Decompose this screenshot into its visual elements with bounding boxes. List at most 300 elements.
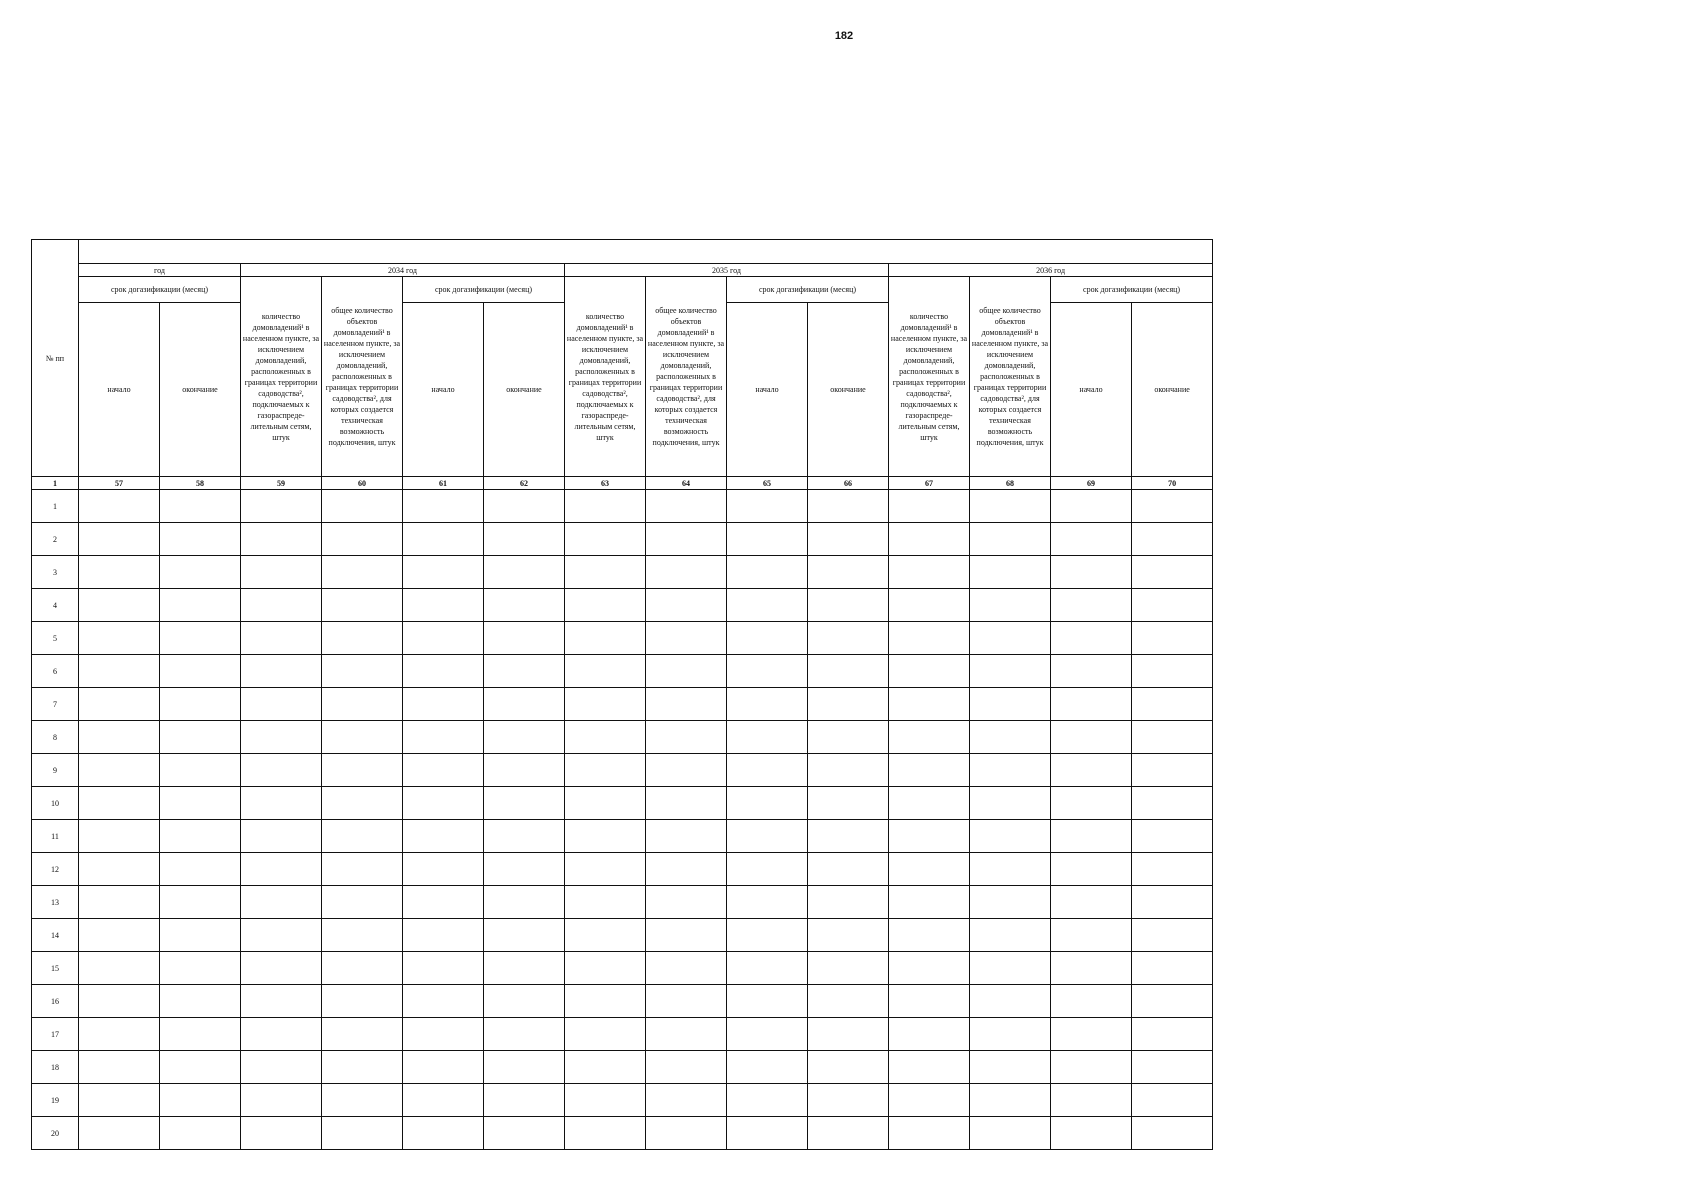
row-number: 6 <box>32 655 79 688</box>
column-number: 62 <box>484 477 565 490</box>
data-cell <box>403 1051 484 1084</box>
data-cell <box>484 886 565 919</box>
dates-group-header: срок догазификации (месяц) <box>727 277 889 303</box>
data-cell <box>808 1117 889 1150</box>
data-cell <box>79 622 160 655</box>
data-cell <box>241 1051 322 1084</box>
data-cell <box>1132 952 1213 985</box>
data-cell <box>322 1051 403 1084</box>
table-top-blank <box>79 240 1213 264</box>
data-cell <box>322 1117 403 1150</box>
data-cell <box>646 523 727 556</box>
data-cell <box>970 523 1051 556</box>
data-cell <box>1051 589 1132 622</box>
data-cell <box>241 1117 322 1150</box>
data-cell <box>565 721 646 754</box>
data-cell <box>808 886 889 919</box>
data-cell <box>403 952 484 985</box>
data-cell <box>727 622 808 655</box>
data-cell <box>241 688 322 721</box>
data-cell <box>403 655 484 688</box>
data-cell <box>241 490 322 523</box>
data-cell <box>565 886 646 919</box>
row-number: 4 <box>32 589 79 622</box>
data-cell <box>889 1018 970 1051</box>
data-cell <box>241 622 322 655</box>
data-cell <box>565 1084 646 1117</box>
data-cell <box>970 490 1051 523</box>
data-cell <box>646 919 727 952</box>
data-cell <box>403 853 484 886</box>
table-row <box>32 919 1213 952</box>
data-cell <box>403 754 484 787</box>
data-cell <box>889 985 970 1018</box>
data-cell <box>241 589 322 622</box>
data-cell <box>646 787 727 820</box>
data-cell <box>322 952 403 985</box>
data-cell <box>889 820 970 853</box>
data-cell <box>1132 655 1213 688</box>
data-cell <box>727 754 808 787</box>
data-cell <box>322 589 403 622</box>
row-number: 12 <box>32 853 79 886</box>
data-cell <box>241 820 322 853</box>
data-cell <box>808 985 889 1018</box>
data-cell <box>970 820 1051 853</box>
data-cell <box>322 754 403 787</box>
data-cell <box>1132 622 1213 655</box>
data-cell <box>646 721 727 754</box>
end-header: окончание <box>160 303 241 477</box>
data-cell <box>241 853 322 886</box>
data-cell <box>79 1018 160 1051</box>
data-cell <box>160 1084 241 1117</box>
data-cell <box>241 985 322 1018</box>
page-number: 182 <box>834 30 854 42</box>
data-cell <box>1132 721 1213 754</box>
data-cell <box>1132 1018 1213 1051</box>
data-cell <box>1132 523 1213 556</box>
data-cell <box>403 985 484 1018</box>
data-cell <box>727 985 808 1018</box>
data-cell <box>727 787 808 820</box>
data-cell <box>160 952 241 985</box>
data-cell <box>79 523 160 556</box>
data-cell <box>808 688 889 721</box>
data-cell <box>1051 721 1132 754</box>
data-cell <box>79 853 160 886</box>
data-cell <box>1132 787 1213 820</box>
row-number: 20 <box>32 1117 79 1150</box>
start-header: начало <box>79 303 160 477</box>
data-cell <box>1132 1117 1213 1150</box>
gasification-table <box>31 239 1213 1150</box>
table-row <box>32 952 1213 985</box>
table-row <box>32 1018 1213 1051</box>
data-cell <box>808 1018 889 1051</box>
objects-header: общее количество объектов домовладений¹ в населенном пункте, за исключением домовладений, расположенных в границах территории садоводства², для которых создается техническая возможность подключения, штук <box>322 277 403 477</box>
data-cell <box>1132 1084 1213 1117</box>
data-cell <box>727 490 808 523</box>
row-number: 16 <box>32 985 79 1018</box>
data-cell <box>79 1117 160 1150</box>
data-cell <box>160 556 241 589</box>
data-cell <box>727 886 808 919</box>
data-cell <box>889 754 970 787</box>
start-header: начало <box>727 303 808 477</box>
data-cell <box>889 787 970 820</box>
data-cell <box>565 589 646 622</box>
data-cell <box>160 754 241 787</box>
data-cell <box>889 886 970 919</box>
data-cell <box>889 1084 970 1117</box>
data-cell <box>970 655 1051 688</box>
data-cell <box>727 952 808 985</box>
table-row <box>32 721 1213 754</box>
data-cell <box>79 688 160 721</box>
data-cell <box>403 919 484 952</box>
data-cell <box>970 886 1051 919</box>
data-cell <box>727 1051 808 1084</box>
data-cell <box>241 523 322 556</box>
data-cell <box>160 985 241 1018</box>
data-cell <box>1051 556 1132 589</box>
data-cell <box>646 754 727 787</box>
data-cell <box>241 1084 322 1117</box>
row-number-header: № пп <box>32 240 79 477</box>
table-row <box>32 787 1213 820</box>
data-cell <box>241 886 322 919</box>
data-cell <box>727 589 808 622</box>
data-cell <box>160 655 241 688</box>
data-cell <box>484 1018 565 1051</box>
data-cell <box>727 523 808 556</box>
data-cell <box>889 919 970 952</box>
data-cell <box>160 688 241 721</box>
dates-group-header: срок догазификации (месяц) <box>1051 277 1213 303</box>
data-cell <box>484 655 565 688</box>
row-number: 7 <box>32 688 79 721</box>
data-cell <box>565 952 646 985</box>
data-cell <box>484 556 565 589</box>
data-cell <box>241 556 322 589</box>
data-cell <box>160 853 241 886</box>
data-cell <box>241 919 322 952</box>
data-cell <box>565 655 646 688</box>
data-cell <box>646 490 727 523</box>
data-cell <box>160 919 241 952</box>
data-cell <box>970 787 1051 820</box>
data-cell <box>484 754 565 787</box>
column-number: 70 <box>1132 477 1213 490</box>
data-cell <box>322 919 403 952</box>
data-cell <box>1051 688 1132 721</box>
data-cell <box>484 1084 565 1117</box>
table-row <box>32 886 1213 919</box>
data-cell <box>565 853 646 886</box>
table-row <box>32 820 1213 853</box>
data-cell <box>403 1117 484 1150</box>
data-cell <box>889 490 970 523</box>
data-cell <box>484 985 565 1018</box>
data-cell <box>322 688 403 721</box>
data-cell <box>79 589 160 622</box>
data-cell <box>79 655 160 688</box>
data-cell <box>808 523 889 556</box>
data-cell <box>403 787 484 820</box>
data-cell <box>1051 820 1132 853</box>
data-cell <box>646 952 727 985</box>
data-cell <box>1051 985 1132 1018</box>
row-number: 17 <box>32 1018 79 1051</box>
data-cell <box>808 1051 889 1084</box>
data-cell <box>808 556 889 589</box>
table-row <box>32 985 1213 1018</box>
data-cell <box>322 853 403 886</box>
data-cell <box>403 523 484 556</box>
data-cell <box>241 721 322 754</box>
data-cell <box>79 919 160 952</box>
data-cell <box>565 820 646 853</box>
data-cell <box>1051 622 1132 655</box>
data-cell <box>1132 919 1213 952</box>
households-header: количество домовладений¹ в населенном пункте, за исключением домовладений, расположенных в границах территории садоводства², подключаемых к газораспреде-лительным сетям, штук <box>241 277 322 477</box>
data-cell <box>1051 952 1132 985</box>
data-cell <box>79 556 160 589</box>
data-cell <box>484 622 565 655</box>
table-row <box>32 1084 1213 1117</box>
column-number: 65 <box>727 477 808 490</box>
data-cell <box>160 787 241 820</box>
data-cell <box>241 952 322 985</box>
data-cell <box>79 1084 160 1117</box>
table-row <box>32 853 1213 886</box>
data-cell <box>808 919 889 952</box>
data-cell <box>322 985 403 1018</box>
end-header: окончание <box>1132 303 1213 477</box>
data-cell <box>646 1018 727 1051</box>
table-row <box>32 589 1213 622</box>
data-cell <box>808 622 889 655</box>
data-cell <box>889 589 970 622</box>
data-cell <box>889 721 970 754</box>
data-cell <box>484 919 565 952</box>
data-cell <box>646 1051 727 1084</box>
data-cell <box>160 1018 241 1051</box>
data-cell <box>322 820 403 853</box>
data-cell <box>970 556 1051 589</box>
data-cell <box>970 754 1051 787</box>
data-cell <box>322 655 403 688</box>
data-cell <box>322 523 403 556</box>
data-cell <box>970 1051 1051 1084</box>
data-cell <box>322 490 403 523</box>
column-number: 61 <box>403 477 484 490</box>
data-cell <box>160 1051 241 1084</box>
data-cell <box>1132 985 1213 1018</box>
data-cell <box>970 919 1051 952</box>
data-cell <box>79 952 160 985</box>
data-cell <box>646 1084 727 1117</box>
table-row <box>32 523 1213 556</box>
column-number: 64 <box>646 477 727 490</box>
data-cell <box>1132 1051 1213 1084</box>
data-cell <box>727 1117 808 1150</box>
row-number: 9 <box>32 754 79 787</box>
data-cell <box>322 622 403 655</box>
row-number: 14 <box>32 919 79 952</box>
data-cell <box>322 886 403 919</box>
objects-header: общее количество объектов домовладений¹ в населенном пункте, за исключением домовладений, расположенных в границах территории садоводства², для которых создается техническая возможность подключения, штук <box>646 277 727 477</box>
data-cell <box>565 556 646 589</box>
column-number: 69 <box>1051 477 1132 490</box>
data-cell <box>727 820 808 853</box>
data-cell <box>484 721 565 754</box>
column-number: 59 <box>241 477 322 490</box>
column-number: 1 <box>32 477 79 490</box>
data-cell <box>808 820 889 853</box>
end-header: окончание <box>808 303 889 477</box>
data-cell <box>565 490 646 523</box>
data-cell <box>160 820 241 853</box>
data-cell <box>403 490 484 523</box>
data-cell <box>322 1018 403 1051</box>
households-header: количество домовладений¹ в населенном пункте, за исключением домовладений, расположенных в границах территории садоводства², подключаемых к газораспреде-лительным сетям, штук <box>889 277 970 477</box>
data-cell <box>1132 886 1213 919</box>
data-cell <box>970 688 1051 721</box>
year-header-2034: 2034 год <box>241 264 565 277</box>
data-cell <box>1132 853 1213 886</box>
data-cell <box>1132 589 1213 622</box>
data-cell <box>727 1018 808 1051</box>
data-cell <box>484 1051 565 1084</box>
data-cell <box>1051 1084 1132 1117</box>
data-cell <box>727 556 808 589</box>
data-cell <box>646 853 727 886</box>
column-number: 60 <box>322 477 403 490</box>
table-row <box>32 622 1213 655</box>
data-cell <box>646 820 727 853</box>
data-cell <box>160 589 241 622</box>
data-cell <box>646 886 727 919</box>
dates-group-header: срок догазификации (месяц) <box>79 277 241 303</box>
data-cell <box>484 688 565 721</box>
data-cell <box>970 853 1051 886</box>
start-header: начало <box>403 303 484 477</box>
data-cell <box>484 820 565 853</box>
data-cell <box>808 952 889 985</box>
data-cell <box>889 1117 970 1150</box>
table-row <box>32 754 1213 787</box>
data-cell <box>1051 853 1132 886</box>
data-cell <box>565 754 646 787</box>
data-cell <box>646 688 727 721</box>
data-cell <box>79 787 160 820</box>
data-cell <box>403 721 484 754</box>
data-cell <box>241 754 322 787</box>
data-cell <box>403 556 484 589</box>
data-cell <box>808 754 889 787</box>
data-cell <box>808 655 889 688</box>
row-number: 1 <box>32 490 79 523</box>
row-number: 13 <box>32 886 79 919</box>
data-cell <box>79 1051 160 1084</box>
year-header-partial: год <box>79 264 241 277</box>
data-cell <box>565 523 646 556</box>
data-cell <box>322 721 403 754</box>
row-number: 11 <box>32 820 79 853</box>
data-cell <box>160 721 241 754</box>
row-number: 3 <box>32 556 79 589</box>
data-cell <box>889 523 970 556</box>
start-header: начало <box>1051 303 1132 477</box>
data-cell <box>403 589 484 622</box>
row-number: 15 <box>32 952 79 985</box>
data-cell <box>565 1051 646 1084</box>
data-cell <box>241 1018 322 1051</box>
data-cell <box>1132 556 1213 589</box>
households-header: количество домовладений¹ в населенном пункте, за исключением домовладений, расположенных в границах территории садоводства², подключаемых к газораспреде-лительным сетям, штук <box>565 277 646 477</box>
column-number: 68 <box>970 477 1051 490</box>
data-cell <box>889 952 970 985</box>
table-row <box>32 1051 1213 1084</box>
data-cell <box>484 490 565 523</box>
data-cell <box>646 655 727 688</box>
data-cell <box>1051 886 1132 919</box>
data-cell <box>484 952 565 985</box>
data-cell <box>808 1084 889 1117</box>
column-number: 57 <box>79 477 160 490</box>
data-cell <box>889 1051 970 1084</box>
data-cell <box>79 985 160 1018</box>
data-cell <box>808 721 889 754</box>
data-cell <box>322 1084 403 1117</box>
data-cell <box>1051 523 1132 556</box>
data-cell <box>1132 754 1213 787</box>
data-cell <box>1051 1051 1132 1084</box>
row-number: 5 <box>32 622 79 655</box>
objects-header: общее количество объектов домовладений¹ в населенном пункте, за исключением домовладений, расположенных в границах территории садоводства², для которых создается техническая возможность подключения, штук <box>970 277 1051 477</box>
data-cell <box>403 688 484 721</box>
data-cell <box>646 1117 727 1150</box>
data-cell <box>403 1018 484 1051</box>
data-cell <box>970 985 1051 1018</box>
row-number: 18 <box>32 1051 79 1084</box>
data-cell <box>160 523 241 556</box>
data-cell <box>322 556 403 589</box>
data-cell <box>403 622 484 655</box>
data-cell <box>160 490 241 523</box>
data-cell <box>484 523 565 556</box>
data-cell <box>1051 754 1132 787</box>
row-number: 8 <box>32 721 79 754</box>
data-cell <box>1132 490 1213 523</box>
end-header: окончание <box>484 303 565 477</box>
data-cell <box>565 919 646 952</box>
data-cell <box>970 1117 1051 1150</box>
data-cell <box>727 853 808 886</box>
column-number: 58 <box>160 477 241 490</box>
data-cell <box>160 622 241 655</box>
data-cell <box>808 853 889 886</box>
data-cell <box>889 853 970 886</box>
data-cell <box>241 787 322 820</box>
data-cell <box>241 655 322 688</box>
data-cell <box>646 622 727 655</box>
data-cell <box>1051 1018 1132 1051</box>
data-cell <box>727 919 808 952</box>
data-cell <box>1051 655 1132 688</box>
